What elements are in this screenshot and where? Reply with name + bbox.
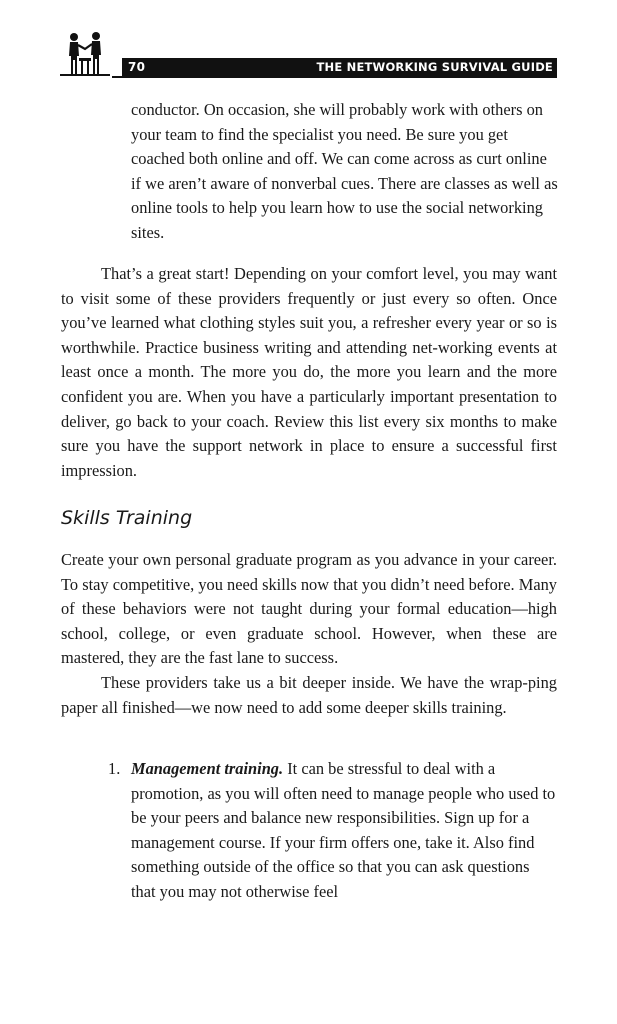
section-heading: Skills Training [61, 507, 193, 529]
running-title: THE NETWORKING SURVIVAL GUIDE [316, 60, 553, 74]
list-item-number: 1. [108, 759, 121, 778]
list-item-text: It can be stressful to deal with a promotion, as you will often need to manage people who used to be your peers and balance new responsibilities. Sign up for a management course. If your firm offers one, take it. Also find something outside of the office so that you can ask questions that you may not otherwise feel [131, 759, 556, 901]
continued-indented-paragraph: conductor. On occasion, she will probably work with others on your team to find the specialist you need. Be sure you get coached both online and off. We can come across as curt online if we aren’t aware of nonverbal cues. There are classes as well as online tools to help you learn how to use the social networking sites. [131, 100, 558, 242]
handshake-meeting-icon [60, 28, 110, 78]
header-rule [112, 76, 557, 78]
section-paragraph: These providers take us a bit deeper inside. We have the wrap-ping paper all finished—we now need to add some deeper skills training. [61, 673, 557, 717]
page-number: 70 [128, 60, 146, 74]
running-header [60, 28, 557, 80]
body-paragraph: That’s a great start! Depending on your comfort level, you may want to visit some of these providers frequently or just every so often. Once you’ve learned what clothing styles suit you, a refresher every year or so is worthwhile. Practice business writing and attending net-working events at least once a month. The more you do, the more you learn and the more confident you are. When you have a particularly important presentation to deliver, go back to your coach. Review this list every six months to make sure you have the support network in place to ensure a successful first impression. [61, 264, 557, 480]
numbered-list [108, 757, 558, 905]
list-item-term: Management training. [131, 759, 284, 778]
list-item [108, 757, 558, 905]
section-paragraph: Create your own personal graduate program as you advance in your career. To stay competitive, you need skills now that you didn’t need before. Many of these behaviors were not taught during your formal education—high school, college, or even graduate school. However, when these are mastered, they are the fast lane to success. [61, 550, 557, 668]
